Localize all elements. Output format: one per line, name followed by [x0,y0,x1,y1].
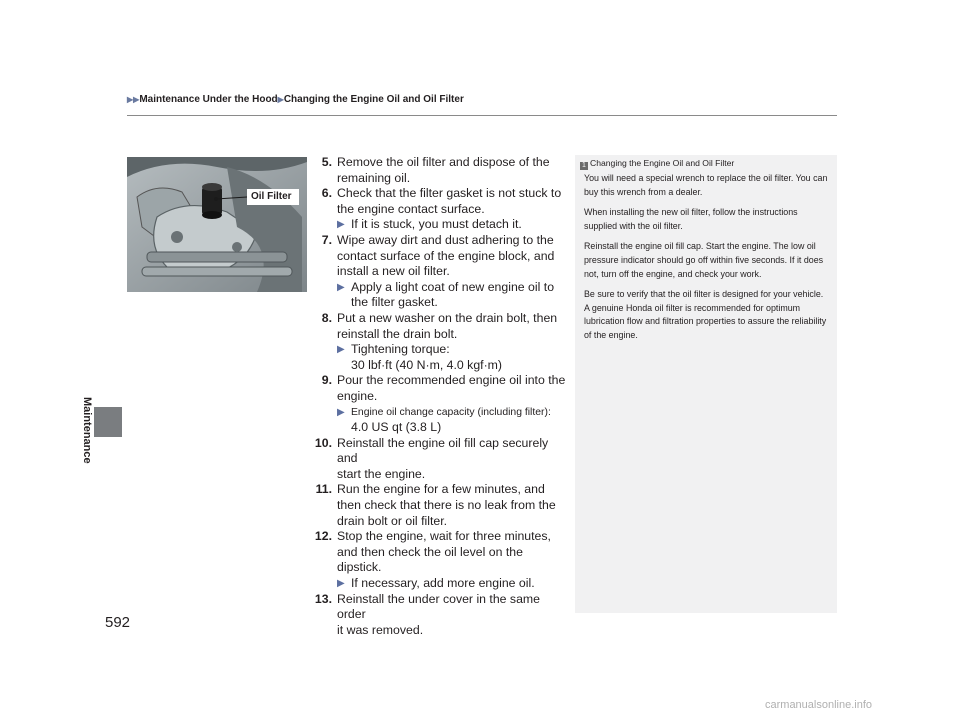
step-text: Reinstall the engine oil fill cap securely and [337,435,549,466]
procedure-step [310,155,570,186]
procedure-step [310,529,570,591]
note-title-text: Changing the Engine Oil and Oil Filter [590,158,735,168]
step-number: 10. [314,435,332,450]
note-paragraph: Reinstall the engine oil fill cap. Start the engine. The low oil pressure indicator should go off within five seconds. If it does not, turn off the engine, and check your work. [584,241,824,279]
step-subnote [337,217,570,233]
subnote-text: If it is stuck, you must detach it. [351,217,522,232]
arrow-icon: ▶ [337,281,345,293]
note-marker-icon: 1 [580,162,588,170]
step-text: Pour the recommended engine oil into the [337,373,566,388]
breadcrumb-arrow-icon: ▶ [277,95,284,104]
step-subnote [337,405,570,436]
procedure-step [310,592,570,639]
step-text: drain bolt or oil filter. [337,513,448,528]
breadcrumb-arrow-icon: ▶▶ [127,95,140,104]
procedure-steps [310,155,570,638]
step-text: Reinstall the under cover in the same order [337,591,541,622]
breadcrumb-level1[interactable]: Maintenance Under the Hood [139,94,278,105]
subnote-text: If necessary, add more engine oil. [351,576,535,591]
page-number: 592 [105,614,131,631]
step-subnote [337,280,570,311]
subnote-text: Tightening torque: [351,342,450,357]
procedure-step [310,482,570,529]
step-text: contact surface of the engine block, and [337,248,555,263]
step-text: start the engine. [337,466,426,481]
note-paragraph: When installing the new oil filter, follow the instructions supplied with the oil filter. [584,207,798,231]
section-tab-label: Maintenance [81,397,93,464]
step-text: then check that there is no leak from the [337,498,556,513]
oil-filter-callout: Oil Filter [251,191,292,202]
note-title [580,158,734,170]
step-number: 12. [314,529,332,544]
subnote-text: 30 lbf·ft (40 N·m, 4.0 kgf·m) [351,357,503,372]
step-text: Check that the filter gasket is not stuck to [337,186,562,201]
section-tab[interactable] [94,407,122,437]
step-text: the engine contact surface. [337,201,485,216]
step-number: 9. [321,373,332,388]
arrow-icon: ▶ [337,406,345,418]
step-text: dipstick. [337,560,382,575]
subnote-text: the filter gasket. [351,295,438,310]
breadcrumb [127,94,464,105]
oil-filter-photo [127,157,307,292]
breadcrumb-level2[interactable]: Changing the Engine Oil and Oil Filter [283,94,464,105]
subnote-text: Apply a light coat of new engine oil to [351,279,555,294]
note-paragraph: You will need a special wrench to replace the oil filter. You can buy this wrench from a dealer. [584,173,828,197]
note-paragraph: Be sure to verify that the oil filter is designed for your vehicle. A genuine Honda oil filter is recommended for optimum lubrication flow and filtration properties to assure the reliability of the engine. [584,289,827,340]
step-subnote [337,342,570,373]
step-text: Run the engine for a few minutes, and [337,482,545,497]
header-rule [127,115,837,116]
step-number: 6. [321,186,332,201]
step-number: 13. [314,591,332,606]
arrow-icon: ▶ [337,578,345,590]
procedure-step [310,436,570,483]
step-number: 8. [321,310,332,325]
step-text: Put a new washer on the drain bolt, then [337,310,558,325]
capacity-label: Engine oil change capacity (including filter): [351,406,551,418]
step-text: engine. [337,388,378,403]
arrow-icon: ▶ [337,344,345,356]
arrow-icon: ▶ [337,219,345,231]
step-text: install a new oil filter. [337,264,450,279]
step-text: Wipe away dirt and dust adhering to the [337,232,554,247]
step-number: 5. [321,155,332,169]
note-body [584,172,830,350]
step-number: 11. [315,482,332,497]
step-number: 7. [321,232,332,247]
step-text: it was removed. [337,622,424,637]
procedure-step [310,233,570,311]
step-text: reinstall the drain bolt. [337,326,458,341]
step-text: Remove the oil filter and dispose of the [337,155,550,169]
step-text: remaining oil. [337,170,411,185]
capacity-value: 4.0 US qt (3.8 L) [351,420,442,435]
procedure-step [310,373,570,435]
procedure-step [310,311,570,373]
step-text: and then check the oil level on the [337,544,523,559]
engine-underside-image [127,157,307,292]
procedure-step [310,186,570,233]
step-subnote [337,576,570,592]
watermark: carmanualsonline.info [765,699,873,711]
step-text: Stop the engine, wait for three minutes, [337,529,551,544]
